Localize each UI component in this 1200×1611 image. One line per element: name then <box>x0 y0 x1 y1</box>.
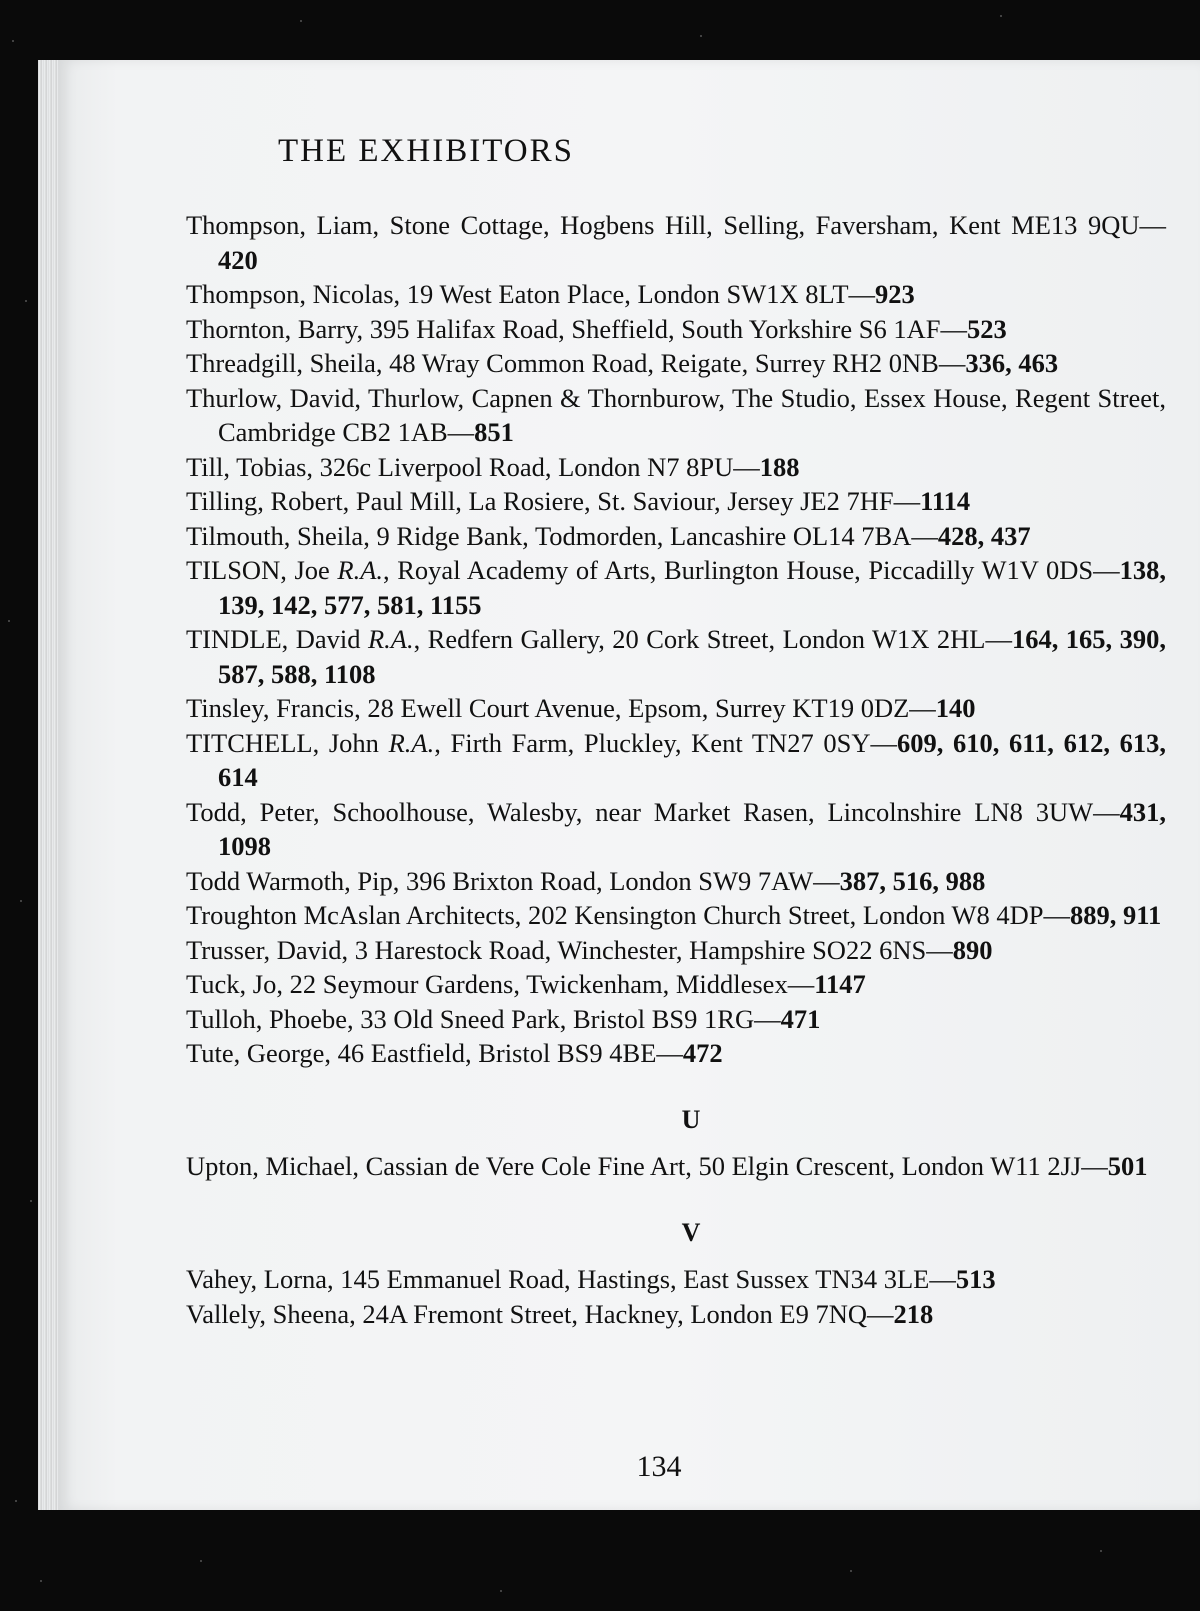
section-u <box>186 1149 1166 1184</box>
exhibitor-entry <box>186 1297 1166 1332</box>
exhibitor-entry <box>186 1262 1166 1297</box>
exhibitor-entry <box>186 864 1166 899</box>
exhibit-numbers: 140 <box>935 693 976 723</box>
exhibitor-address: , Royal Academy of Arts, Burlington House, Piccadilly W1V 0DS— <box>383 555 1120 585</box>
exhibitor-address: Todd Warmoth, Pip, 396 Brixton Road, London SW9 7AW— <box>186 865 840 896</box>
dust-speck <box>15 1500 17 1502</box>
exhibit-numbers: 471 <box>780 1003 821 1034</box>
exhibitor-address: Till, Tobias, 326c Liverpool Road, London N7 8PU— <box>186 451 760 482</box>
exhibitor-address: Upton, Michael, Cassian de Vere Cole Fine Art, 50 Elgin Crescent, London W11 2JJ— <box>186 1151 1108 1181</box>
exhibitor-entry <box>186 622 1166 691</box>
exhibitor-name: TILSON, Joe <box>186 555 338 585</box>
exhibitor-address: Tilling, Robert, Paul Mill, La Rosiere, St. Saviour, Jersey JE2 7HF— <box>186 486 921 516</box>
exhibitor-address: Tute, George, 46 Eastfield, Bristol BS9 4BE— <box>186 1038 683 1068</box>
exhibit-numbers: 387, 516, 988 <box>839 865 986 896</box>
exhibitor-list <box>186 208 1166 1331</box>
dust-speck <box>12 40 14 42</box>
exhibitor-entry <box>186 277 1166 312</box>
exhibit-numbers: 609, 610, 611, 612, 613, 614 <box>218 727 1166 792</box>
exhibit-numbers: 472 <box>682 1038 723 1068</box>
exhibit-numbers: 923 <box>875 279 915 309</box>
dust-speck <box>8 620 10 622</box>
exhibit-numbers: 138, 139, 142, 577, 581, 1155 <box>218 555 1166 620</box>
exhibitor-entry <box>186 933 1166 968</box>
exhibitor-entry <box>186 381 1166 450</box>
dust-speck <box>1000 15 1002 17</box>
section-letter-v: V <box>681 1217 701 1247</box>
exhibitor-entry <box>186 553 1166 622</box>
exhibitor-entry <box>186 967 1166 1002</box>
dust-speck <box>300 20 302 22</box>
exhibitor-address: Trusser, David, 3 Harestock Road, Winchester, Hampshire SO22 6NS— <box>186 934 953 965</box>
dust-speck <box>20 900 22 902</box>
dust-speck <box>500 1590 502 1592</box>
exhibitor-address: Tuck, Jo, 22 Seymour Gardens, Twickenham, Middlesex— <box>186 969 815 999</box>
exhibitor-entry <box>186 208 1166 277</box>
exhibitor-address: Tulloh, Phoebe, 33 Old Sneed Park, Bristol BS9 1RG— <box>186 1003 781 1034</box>
exhibitor-address: Tinsley, Francis, 28 Ewell Court Avenue, Epsom, Surrey KT19 0DZ— <box>186 693 936 723</box>
dust-speck <box>700 35 702 37</box>
exhibitor-entry <box>186 1149 1166 1184</box>
exhibit-numbers: 218 <box>893 1298 934 1329</box>
exhibit-numbers: 1147 <box>814 969 866 999</box>
exhibitor-entry <box>186 484 1166 519</box>
exhibitor-entry <box>186 795 1166 864</box>
section-letter-u: U <box>681 1104 701 1134</box>
exhibit-numbers: 523 <box>966 313 1007 344</box>
book-page <box>58 60 1200 1510</box>
exhibitor-entry <box>186 1036 1166 1071</box>
exhibitor-entry <box>186 1002 1166 1037</box>
dust-speck <box>25 300 27 302</box>
exhibit-numbers: 431, 1098 <box>218 796 1166 861</box>
exhibitor-entry <box>186 346 1166 381</box>
exhibit-numbers: 1114 <box>920 486 971 516</box>
exhibitor-entry <box>186 691 1166 726</box>
dust-speck <box>1100 1550 1102 1552</box>
exhibit-numbers: 501 <box>1107 1151 1148 1181</box>
exhibitor-address: , Redfern Gallery, 20 Cork Street, London W1X 2HL— <box>413 624 1012 654</box>
exhibitor-address: Troughton McAslan Architects, 202 Kensington Church Street, London W8 4DP— <box>186 900 1071 930</box>
exhibitor-name: TINDLE, David <box>186 624 368 654</box>
exhibitor-address: , Firth Farm, Pluckley, Kent TN27 0SY— <box>434 727 897 758</box>
page-title: THE EXHIBITORS <box>278 133 574 169</box>
exhibitor-address: Thompson, Nicolas, 19 West Eaton Place, London SW1X 8LT— <box>186 279 875 309</box>
dust-speck <box>850 1570 852 1572</box>
exhibitor-address: Tilmouth, Sheila, 9 Ridge Bank, Todmorden, Lancashire OL14 7BA— <box>186 520 938 551</box>
exhibit-numbers: 428, 437 <box>937 520 1031 551</box>
exhibitor-entry <box>186 898 1166 933</box>
exhibitor-entry <box>186 450 1166 485</box>
exhibit-numbers: 889, 911 <box>1070 900 1162 930</box>
dust-speck <box>30 1200 32 1202</box>
exhibitor-name: TITCHELL, John <box>186 727 389 758</box>
exhibitor-address: Todd, Peter, Schoolhouse, Walesby, near Market Rasen, Lincolnshire LN8 3UW— <box>186 796 1120 827</box>
exhibitor-address: Threadgill, Sheila, 48 Wray Common Road, Reigate, Surrey RH2 0NB— <box>186 348 966 378</box>
exhibitor-entry <box>186 519 1166 554</box>
exhibit-numbers: 164, 165, 390, 587, 588, 1108 <box>218 624 1166 689</box>
exhibitor-address: Vallely, Sheena, 24A Fremont Street, Hackney, London E9 7NQ— <box>186 1298 894 1329</box>
exhibit-numbers: 513 <box>955 1264 996 1294</box>
dust-speck <box>200 1560 202 1562</box>
exhibitor-entry <box>186 312 1166 347</box>
exhibit-numbers: 890 <box>952 934 993 965</box>
exhibitor-title: R.A. <box>388 727 435 758</box>
exhibit-numbers: 336, 463 <box>965 348 1059 378</box>
section-v <box>186 1262 1166 1331</box>
section-t <box>186 208 1166 1071</box>
exhibitor-entry <box>186 726 1166 795</box>
exhibitor-title: R.A. <box>367 624 414 654</box>
exhibit-numbers: 420 <box>218 244 258 275</box>
exhibitor-address: Thornton, Barry, 395 Halifax Road, Sheffield, South Yorkshire S6 1AF— <box>186 313 967 344</box>
exhibit-numbers: 851 <box>474 417 514 447</box>
exhibitor-address: Thurlow, David, Thurlow, Capnen & Thornburow, The Studio, Essex House, Regent Street, Cambridge CB2 1AB— <box>186 382 1166 447</box>
page-number: 134 <box>636 1450 682 1483</box>
exhibitor-address: Thompson, Liam, Stone Cottage, Hogbens Hill, Selling, Faversham, Kent ME13 9QU— <box>186 210 1166 240</box>
exhibitor-address: Vahey, Lorna, 145 Emmanuel Road, Hastings, East Sussex TN34 3LE— <box>186 1264 956 1294</box>
exhibitor-title: R.A. <box>337 555 384 585</box>
exhibit-numbers: 188 <box>759 451 800 482</box>
dust-speck <box>40 1580 42 1582</box>
